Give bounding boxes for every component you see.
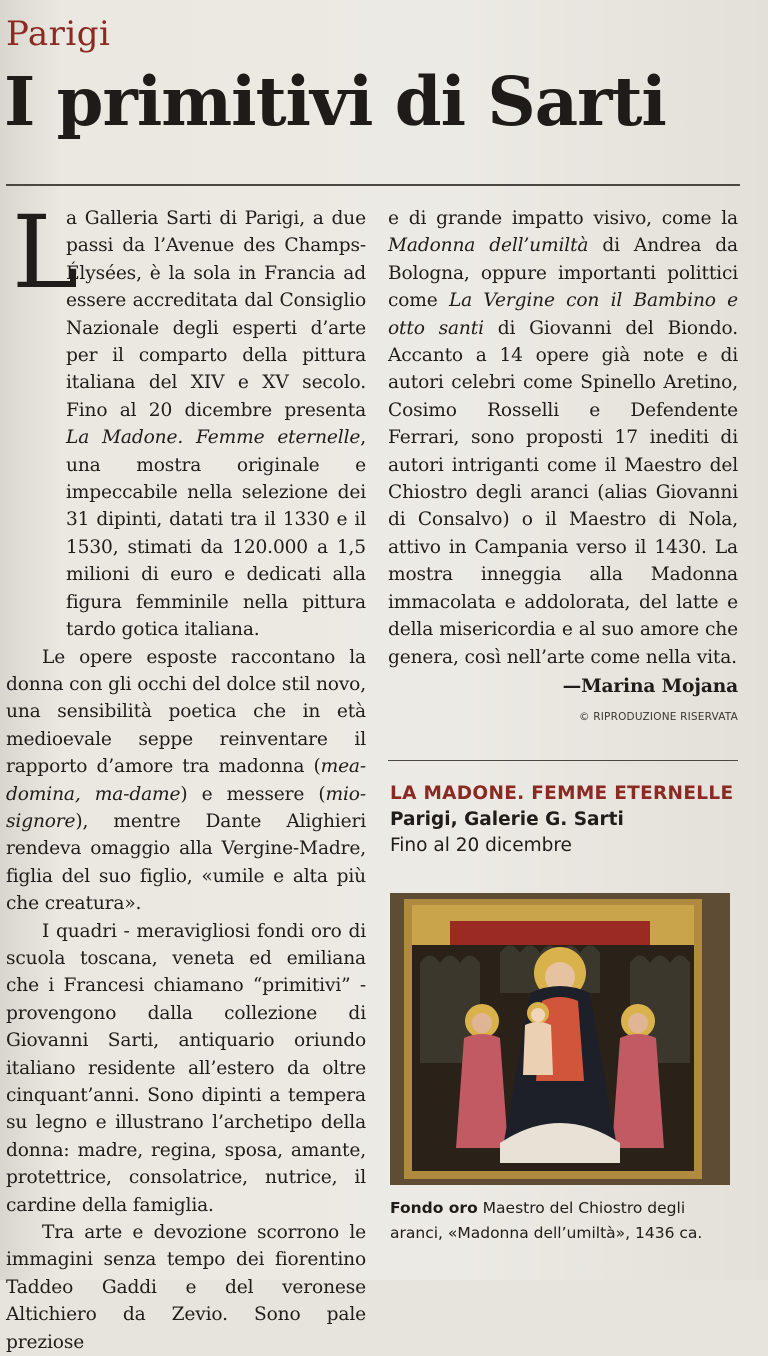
paragraph-5 bbox=[388, 205, 738, 671]
exhibition-title-inline: La Madone. Femme eternelle bbox=[66, 427, 361, 449]
section-kicker: Parigi bbox=[6, 14, 111, 54]
paragraph-2 bbox=[6, 644, 366, 918]
paragraph-5-text-c: di Giovanni del Biondo. Accanto a 14 opere già note e di autori celebri come Spinello Aretino, Cosimo Rosselli e Defendente Ferrari, sono proposti 17 inediti di autori intriganti come il Maestro del Chiostro degli aranci (alias Giovanni di Consalvo) o il Maestro di Nola, attivo in Campania verso il 1430. La mostra inneggia alla Madonna immacolata e addolorata, del latte e della misericordia e al suo amore che genera, così nell’arte come nella vita. bbox=[388, 317, 738, 668]
exhibition-venue: Parigi, Galerie G. Sarti bbox=[390, 809, 624, 830]
paragraph-2-italic-1: mea-domina, ma-dame bbox=[6, 756, 366, 805]
paragraph-1 bbox=[66, 205, 366, 644]
exhibition-title: LA MADONE. FEMME ETERNELLE bbox=[390, 783, 734, 804]
paragraph-1-text: a Galleria Sarti di Parigi, a due passi da l’Avenue des Champs-Élysées, è la sola in Francia ad essere accreditata dal Consiglio Nazionale degli esperti d’arte per il comparto della pittura italiana del XIV e XV secolo. Fino al 20 dicembre presenta bbox=[66, 208, 366, 421]
caption-bold-label: Fondo oro bbox=[390, 1199, 478, 1217]
caption-text: Maestro del Chiostro degli aranci, «Madonna dell’umiltà», 1436 ca. bbox=[390, 1199, 703, 1242]
info-box-divider bbox=[388, 760, 738, 761]
madonna-painting-image bbox=[390, 893, 730, 1185]
article-headline: I primitivi di Sarti bbox=[4, 62, 666, 141]
exhibition-dates: Fino al 20 dicembre bbox=[390, 835, 572, 856]
paragraph-1-rest: , una mostra originale e impeccabile nella selezione dei 31 dipinti, datati tra il 1330 e il 1530, stimati da 120.000 a 1,5 milioni di euro e dedicati alla figura femminile nella pittura tardo gotica italiana. bbox=[66, 427, 366, 641]
article-column-right bbox=[388, 205, 738, 732]
drop-cap: L bbox=[12, 194, 79, 311]
article-column-left bbox=[6, 194, 366, 1356]
copyright-notice: © RIPRODUZIONE RISERVATA bbox=[579, 711, 738, 724]
exhibition-info-box bbox=[390, 781, 733, 859]
paragraph-5-italic-1: Madonna dell’umiltà bbox=[388, 235, 589, 257]
paragraph-3: I quadri - meravigliosi fondi oro di scuola toscana, veneta ed emiliana che i Francesi chiamano “primitivi” - provengono dalla collezione di Giovanni Sarti, antiquario oriundo italiano residente all’estero da oltre cinquant’anni. Sono dipinti a tempera su legno e illustrano l’archetipo della donna: madre, regina, sposa, amante, protettrice, consolatrice, nutrice, il cardine della famiglia. bbox=[6, 920, 366, 1216]
lead-paragraph-block bbox=[6, 194, 366, 644]
paragraph-2-text-a: Le opere esposte raccontano la donna con gli occhi del dolce stil novo, una sensibilità poetica che in età medioevale seppe reinventare il rapporto d’amore tra madonna ( bbox=[6, 646, 366, 778]
paragraph-5-text-b: di Andrea da Bologna, oppure importanti polittici come bbox=[388, 235, 738, 312]
paragraph-5-text-a: e di grande impatto visivo, come la bbox=[388, 208, 738, 229]
paragraph-5-italic-2: La Vergine con il Bambino e otto santi bbox=[388, 290, 738, 339]
painting-illustration bbox=[390, 893, 730, 1185]
paragraph-2-text-b: ) e messere ( bbox=[180, 783, 326, 805]
paragraph-2-text-c: ), mentre Dante Alighieri rendeva omaggio alla Vergine-Madre, figlia del suo figlio, «umile e alta più che creatura». bbox=[6, 810, 366, 915]
paragraph-2-italic-2: mio-signore bbox=[6, 783, 366, 832]
image-caption bbox=[390, 1196, 740, 1246]
headline-divider bbox=[6, 184, 740, 186]
paragraph-4: Tra arte e devozione scorrono le immagini senza tempo dei fiorentino Taddeo Gaddi e del veronese Altichiero da Zevio. Sono pale preziose bbox=[6, 1222, 366, 1353]
author-byline: —Marina Mojana bbox=[562, 675, 738, 697]
